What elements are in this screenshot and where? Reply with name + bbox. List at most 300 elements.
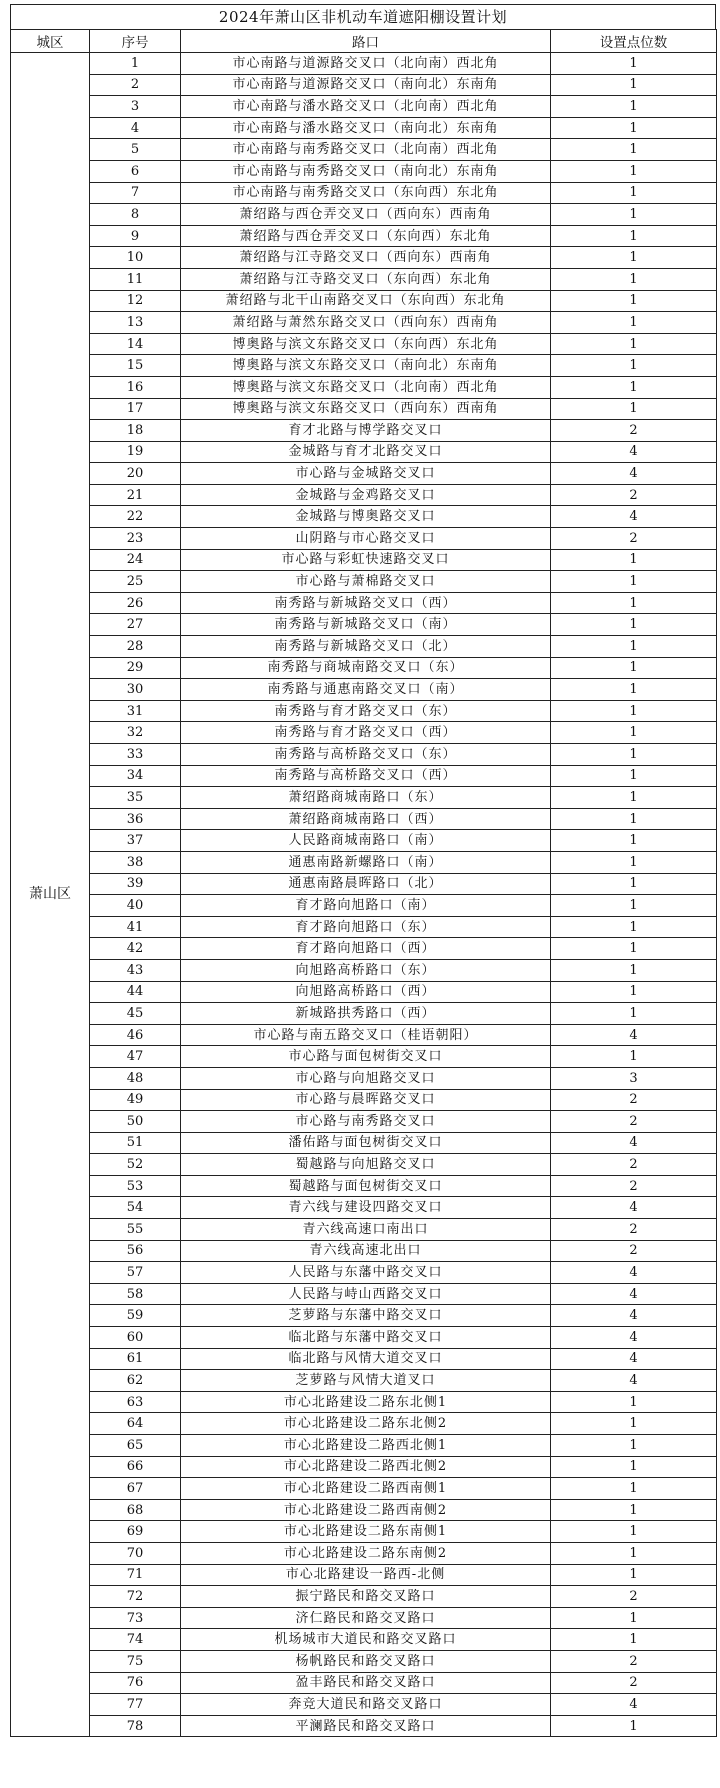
row-number-cell: 45 — [90, 1003, 181, 1025]
table-row — [11, 484, 717, 506]
road-cell: 市心南路与道源路交叉口（北向南）西北角 — [181, 53, 551, 75]
row-number-cell: 76 — [90, 1672, 181, 1694]
table-row — [11, 139, 717, 161]
count-cell: 1 — [551, 1046, 717, 1068]
road-cell: 山阴路与市心路交叉口 — [181, 528, 551, 550]
table-row — [11, 268, 717, 290]
table-row — [11, 1435, 717, 1457]
count-cell: 2 — [551, 528, 717, 550]
row-number-cell: 22 — [90, 506, 181, 528]
road-cell: 市心路与金城路交叉口 — [181, 463, 551, 485]
header-area: 城区 — [11, 30, 90, 53]
road-cell: 市心路与南五路交叉口（桂语朝阳） — [181, 1024, 551, 1046]
road-cell: 市心北路建设二路西北侧1 — [181, 1435, 551, 1457]
road-cell: 南秀路与商城南路交叉口（东） — [181, 657, 551, 679]
count-cell: 1 — [551, 1607, 717, 1629]
row-number-cell: 63 — [90, 1391, 181, 1413]
road-cell: 南秀路与通惠南路交叉口（南） — [181, 679, 551, 701]
table-row — [11, 571, 717, 593]
page-title: 2024年萧山区非机动车道遮阳棚设置计划 — [10, 4, 716, 29]
row-number-cell: 32 — [90, 722, 181, 744]
row-number-cell: 9 — [90, 225, 181, 247]
table-row — [11, 1175, 717, 1197]
road-cell: 青六线高速口南出口 — [181, 1219, 551, 1241]
count-cell: 1 — [551, 333, 717, 355]
road-cell: 市心北路建设二路东南侧2 — [181, 1542, 551, 1564]
row-number-cell: 15 — [90, 355, 181, 377]
plan-table — [10, 29, 717, 1737]
table-row — [11, 398, 717, 420]
road-cell: 市心北路建设一路西-北侧 — [181, 1564, 551, 1586]
row-number-cell: 4 — [90, 117, 181, 139]
count-cell: 1 — [551, 355, 717, 377]
table-row — [11, 1089, 717, 1111]
road-cell: 平澜路民和路交叉路口 — [181, 1715, 551, 1737]
count-cell: 1 — [551, 376, 717, 398]
table-row — [11, 1521, 717, 1543]
road-cell: 芝萝路与东藩中路交叉口 — [181, 1305, 551, 1327]
count-cell: 1 — [551, 1435, 717, 1457]
row-number-cell: 47 — [90, 1046, 181, 1068]
road-cell: 通惠南路新螺路口（南） — [181, 851, 551, 873]
count-cell: 2 — [551, 1219, 717, 1241]
row-number-cell: 72 — [90, 1586, 181, 1608]
count-cell: 1 — [551, 959, 717, 981]
count-cell: 4 — [551, 1262, 717, 1284]
count-cell: 1 — [551, 1413, 717, 1435]
road-cell: 市心北路建设二路西南侧1 — [181, 1478, 551, 1500]
road-cell: 南秀路与新城路交叉口（西） — [181, 592, 551, 614]
row-number-cell: 46 — [90, 1024, 181, 1046]
count-cell: 2 — [551, 1672, 717, 1694]
count-cell: 1 — [551, 1003, 717, 1025]
table-row — [11, 1694, 717, 1716]
row-number-cell: 34 — [90, 765, 181, 787]
row-number-cell: 30 — [90, 679, 181, 701]
road-cell: 盈丰路民和路交叉路口 — [181, 1672, 551, 1694]
row-number-cell: 58 — [90, 1283, 181, 1305]
table-row — [11, 441, 717, 463]
row-number-cell: 67 — [90, 1478, 181, 1500]
count-cell: 1 — [551, 1542, 717, 1564]
row-number-cell: 78 — [90, 1715, 181, 1737]
road-cell: 潘佑路与面包树街交叉口 — [181, 1132, 551, 1154]
row-number-cell: 52 — [90, 1154, 181, 1176]
road-cell: 奔竞大道民和路交叉路口 — [181, 1694, 551, 1716]
table-row — [11, 1499, 717, 1521]
count-cell: 1 — [551, 636, 717, 658]
count-cell: 1 — [551, 722, 717, 744]
road-cell: 育才北路与博学路交叉口 — [181, 420, 551, 442]
road-cell: 市心南路与道源路交叉口（南向北）东南角 — [181, 74, 551, 96]
row-number-cell: 54 — [90, 1197, 181, 1219]
road-cell: 振宁路民和路交叉路口 — [181, 1586, 551, 1608]
table-row — [11, 1240, 717, 1262]
road-cell: 萧绍路与西仓弄交叉口（西向东）西南角 — [181, 204, 551, 226]
road-cell: 博奥路与滨文东路交叉口（南向北）东南角 — [181, 355, 551, 377]
count-cell: 1 — [551, 614, 717, 636]
count-cell: 1 — [551, 312, 717, 334]
count-cell: 1 — [551, 96, 717, 118]
count-cell: 1 — [551, 268, 717, 290]
table-row — [11, 74, 717, 96]
row-number-cell: 33 — [90, 744, 181, 766]
area-cell: 萧山区 — [11, 53, 90, 1737]
table-row — [11, 463, 717, 485]
row-number-cell: 20 — [90, 463, 181, 485]
table-row — [11, 851, 717, 873]
count-cell: 1 — [551, 1499, 717, 1521]
row-number-cell: 37 — [90, 830, 181, 852]
table-row — [11, 1283, 717, 1305]
row-number-cell: 50 — [90, 1111, 181, 1133]
table-row — [11, 1391, 717, 1413]
road-cell: 通惠南路晨晖路口（北） — [181, 873, 551, 895]
count-cell: 4 — [551, 1348, 717, 1370]
table-row — [11, 204, 717, 226]
table-row — [11, 1564, 717, 1586]
road-cell: 向旭路高桥路口（东） — [181, 959, 551, 981]
row-number-cell: 64 — [90, 1413, 181, 1435]
table-row — [11, 679, 717, 701]
road-cell: 蜀越路与向旭路交叉口 — [181, 1154, 551, 1176]
table-row — [11, 1542, 717, 1564]
count-cell: 1 — [551, 117, 717, 139]
road-cell: 育才路向旭路口（南） — [181, 895, 551, 917]
count-cell: 4 — [551, 506, 717, 528]
table-row — [11, 592, 717, 614]
table-row — [11, 787, 717, 809]
row-number-cell: 55 — [90, 1219, 181, 1241]
table-row — [11, 1219, 717, 1241]
table-row — [11, 1456, 717, 1478]
table-row — [11, 160, 717, 182]
table-row — [11, 247, 717, 269]
count-cell: 1 — [551, 549, 717, 571]
row-number-cell: 8 — [90, 204, 181, 226]
count-cell: 4 — [551, 441, 717, 463]
table-row — [11, 117, 717, 139]
count-cell: 4 — [551, 463, 717, 485]
road-cell: 蜀越路与面包树街交叉口 — [181, 1175, 551, 1197]
header-road: 路口 — [181, 30, 551, 53]
count-cell: 2 — [551, 1111, 717, 1133]
table-row — [11, 1046, 717, 1068]
count-cell: 1 — [551, 700, 717, 722]
road-cell: 萧绍路与江寺路交叉口（东向西）东北角 — [181, 268, 551, 290]
count-cell: 1 — [551, 225, 717, 247]
table-row — [11, 1629, 717, 1651]
road-cell: 萧绍路商城南路口（西） — [181, 808, 551, 830]
row-number-cell: 70 — [90, 1542, 181, 1564]
table-row — [11, 959, 717, 981]
road-cell: 人民路与东藩中路交叉口 — [181, 1262, 551, 1284]
row-number-cell: 25 — [90, 571, 181, 593]
road-cell: 青六线高速北出口 — [181, 1240, 551, 1262]
count-cell: 4 — [551, 1327, 717, 1349]
table-header — [11, 30, 717, 53]
row-number-cell: 42 — [90, 938, 181, 960]
road-cell: 南秀路与新城路交叉口（北） — [181, 636, 551, 658]
row-number-cell: 26 — [90, 592, 181, 614]
road-cell: 市心路与南秀路交叉口 — [181, 1111, 551, 1133]
road-cell: 博奥路与滨文东路交叉口（西向东）西南角 — [181, 398, 551, 420]
row-number-cell: 56 — [90, 1240, 181, 1262]
table-row — [11, 938, 717, 960]
row-number-cell: 28 — [90, 636, 181, 658]
road-cell: 市心北路建设二路东南侧1 — [181, 1521, 551, 1543]
road-cell: 市心路与面包树街交叉口 — [181, 1046, 551, 1068]
road-cell: 临北路与风情大道交叉口 — [181, 1348, 551, 1370]
count-cell: 1 — [551, 1391, 717, 1413]
count-cell: 4 — [551, 1694, 717, 1716]
row-number-cell: 21 — [90, 484, 181, 506]
road-cell: 育才路向旭路口（东） — [181, 916, 551, 938]
road-cell: 市心北路建设二路东北侧2 — [181, 1413, 551, 1435]
table-row — [11, 1650, 717, 1672]
road-cell: 市心南路与南秀路交叉口（南向北）东南角 — [181, 160, 551, 182]
road-cell: 市心北路建设二路西北侧2 — [181, 1456, 551, 1478]
table-row — [11, 1586, 717, 1608]
count-cell: 1 — [551, 1715, 717, 1737]
road-cell: 市心路与向旭路交叉口 — [181, 1067, 551, 1089]
count-cell: 4 — [551, 1197, 717, 1219]
road-cell: 萧绍路与北干山南路交叉口（东向西）东北角 — [181, 290, 551, 312]
table-row — [11, 1370, 717, 1392]
count-cell: 1 — [551, 74, 717, 96]
row-number-cell: 24 — [90, 549, 181, 571]
row-number-cell: 13 — [90, 312, 181, 334]
row-number-cell: 23 — [90, 528, 181, 550]
table-row — [11, 873, 717, 895]
row-number-cell: 71 — [90, 1564, 181, 1586]
count-cell: 1 — [551, 53, 717, 75]
road-cell: 机场城市大道民和路交叉路口 — [181, 1629, 551, 1651]
count-cell: 1 — [551, 160, 717, 182]
table-row — [11, 614, 717, 636]
count-cell: 1 — [551, 873, 717, 895]
row-number-cell: 38 — [90, 851, 181, 873]
count-cell: 1 — [551, 182, 717, 204]
table-row — [11, 549, 717, 571]
table-row — [11, 506, 717, 528]
road-cell: 南秀路与新城路交叉口（南） — [181, 614, 551, 636]
row-number-cell: 68 — [90, 1499, 181, 1521]
count-cell: 1 — [551, 571, 717, 593]
table-row — [11, 182, 717, 204]
count-cell: 4 — [551, 1024, 717, 1046]
table-row — [11, 830, 717, 852]
road-cell: 市心路与晨晖路交叉口 — [181, 1089, 551, 1111]
road-cell: 市心南路与潘水路交叉口（北向南）西北角 — [181, 96, 551, 118]
road-cell: 南秀路与高桥路交叉口（西） — [181, 765, 551, 787]
road-cell: 金城路与博奥路交叉口 — [181, 506, 551, 528]
count-cell: 1 — [551, 290, 717, 312]
table-row — [11, 355, 717, 377]
count-cell: 1 — [551, 851, 717, 873]
road-cell: 南秀路与育才路交叉口（东） — [181, 700, 551, 722]
header-count: 设置点位数 — [551, 30, 717, 53]
count-cell: 1 — [551, 744, 717, 766]
table-row — [11, 1348, 717, 1370]
row-number-cell: 51 — [90, 1132, 181, 1154]
count-cell: 2 — [551, 1586, 717, 1608]
count-cell: 1 — [551, 916, 717, 938]
row-number-cell: 3 — [90, 96, 181, 118]
road-cell: 市心南路与南秀路交叉口（北向南）西北角 — [181, 139, 551, 161]
row-number-cell: 39 — [90, 873, 181, 895]
row-number-cell: 77 — [90, 1694, 181, 1716]
row-number-cell: 66 — [90, 1456, 181, 1478]
count-cell: 2 — [551, 420, 717, 442]
table-row — [11, 808, 717, 830]
row-number-cell: 31 — [90, 700, 181, 722]
count-cell: 1 — [551, 1564, 717, 1586]
count-cell: 3 — [551, 1067, 717, 1089]
count-cell: 1 — [551, 765, 717, 787]
count-cell: 1 — [551, 139, 717, 161]
row-number-cell: 16 — [90, 376, 181, 398]
table-row — [11, 1111, 717, 1133]
row-number-cell: 73 — [90, 1607, 181, 1629]
table-row — [11, 981, 717, 1003]
row-number-cell: 29 — [90, 657, 181, 679]
row-number-cell: 41 — [90, 916, 181, 938]
road-cell: 金城路与金鸡路交叉口 — [181, 484, 551, 506]
road-cell: 新城路拱秀路口（西） — [181, 1003, 551, 1025]
table-row — [11, 636, 717, 658]
row-number-cell: 75 — [90, 1650, 181, 1672]
table-row — [11, 1132, 717, 1154]
count-cell: 1 — [551, 679, 717, 701]
road-cell: 人民路与峙山西路交叉口 — [181, 1283, 551, 1305]
row-number-cell: 48 — [90, 1067, 181, 1089]
row-number-cell: 36 — [90, 808, 181, 830]
table-row — [11, 1672, 717, 1694]
header-row — [11, 30, 717, 53]
table-row — [11, 290, 717, 312]
road-cell: 市心北路建设二路西南侧2 — [181, 1499, 551, 1521]
road-cell: 济仁路民和路交叉路口 — [181, 1607, 551, 1629]
table-row — [11, 333, 717, 355]
road-cell: 市心路与萧棉路交叉口 — [181, 571, 551, 593]
count-cell: 2 — [551, 1650, 717, 1672]
count-cell: 1 — [551, 1521, 717, 1543]
count-cell: 2 — [551, 1154, 717, 1176]
row-number-cell: 14 — [90, 333, 181, 355]
road-cell: 芝萝路与风情大道叉口 — [181, 1370, 551, 1392]
plan-sheet — [10, 4, 716, 1737]
road-cell: 萧绍路与萧然东路交叉口（西向东）西南角 — [181, 312, 551, 334]
count-cell: 4 — [551, 1370, 717, 1392]
road-cell: 南秀路与高桥路交叉口（东） — [181, 744, 551, 766]
count-cell: 1 — [551, 1478, 717, 1500]
table-row — [11, 53, 717, 75]
count-cell: 1 — [551, 895, 717, 917]
row-number-cell: 35 — [90, 787, 181, 809]
table-row — [11, 1607, 717, 1629]
count-cell: 2 — [551, 484, 717, 506]
table-row — [11, 1024, 717, 1046]
road-cell: 人民路商城南路口（南） — [181, 830, 551, 852]
row-number-cell: 12 — [90, 290, 181, 312]
table-row — [11, 1305, 717, 1327]
table-row — [11, 1067, 717, 1089]
road-cell: 杨帆路民和路交叉路口 — [181, 1650, 551, 1672]
count-cell: 1 — [551, 981, 717, 1003]
row-number-cell: 2 — [90, 74, 181, 96]
row-number-cell: 10 — [90, 247, 181, 269]
table-row — [11, 1327, 717, 1349]
count-cell: 4 — [551, 1132, 717, 1154]
row-number-cell: 53 — [90, 1175, 181, 1197]
road-cell: 育才路向旭路口（西） — [181, 938, 551, 960]
table-row — [11, 1197, 717, 1219]
table-row — [11, 1003, 717, 1025]
road-cell: 南秀路与育才路交叉口（西） — [181, 722, 551, 744]
table-row — [11, 528, 717, 550]
header-no: 序号 — [90, 30, 181, 53]
table-row — [11, 916, 717, 938]
row-number-cell: 65 — [90, 1435, 181, 1457]
road-cell: 市心南路与南秀路交叉口（东向西）东北角 — [181, 182, 551, 204]
table-row — [11, 225, 717, 247]
count-cell: 1 — [551, 938, 717, 960]
count-cell: 1 — [551, 398, 717, 420]
road-cell: 市心南路与潘水路交叉口（南向北）东南角 — [181, 117, 551, 139]
count-cell: 1 — [551, 204, 717, 226]
row-number-cell: 43 — [90, 959, 181, 981]
count-cell: 2 — [551, 1089, 717, 1111]
road-cell: 萧绍路与西仓弄交叉口（东向西）东北角 — [181, 225, 551, 247]
count-cell: 1 — [551, 247, 717, 269]
count-cell: 1 — [551, 1456, 717, 1478]
road-cell: 萧绍路商城南路口（东） — [181, 787, 551, 809]
road-cell: 博奥路与滨文东路交叉口（东向西）东北角 — [181, 333, 551, 355]
count-cell: 1 — [551, 808, 717, 830]
row-number-cell: 49 — [90, 1089, 181, 1111]
row-number-cell: 60 — [90, 1327, 181, 1349]
row-number-cell: 59 — [90, 1305, 181, 1327]
row-number-cell: 40 — [90, 895, 181, 917]
count-cell: 2 — [551, 1240, 717, 1262]
table-row — [11, 700, 717, 722]
row-number-cell: 19 — [90, 441, 181, 463]
table-row — [11, 1262, 717, 1284]
road-cell: 临北路与东藩中路交叉口 — [181, 1327, 551, 1349]
table-row — [11, 1413, 717, 1435]
table-row — [11, 744, 717, 766]
count-cell: 1 — [551, 1629, 717, 1651]
road-cell: 博奥路与滨文东路交叉口（北向南）西北角 — [181, 376, 551, 398]
count-cell: 4 — [551, 1283, 717, 1305]
count-cell: 2 — [551, 1175, 717, 1197]
row-number-cell: 27 — [90, 614, 181, 636]
table-row — [11, 1715, 717, 1737]
row-number-cell: 1 — [90, 53, 181, 75]
table-row — [11, 376, 717, 398]
table-row — [11, 722, 717, 744]
row-number-cell: 69 — [90, 1521, 181, 1543]
row-number-cell: 61 — [90, 1348, 181, 1370]
row-number-cell: 11 — [90, 268, 181, 290]
count-cell: 1 — [551, 592, 717, 614]
table-row — [11, 657, 717, 679]
road-cell: 市心北路建设二路东北侧1 — [181, 1391, 551, 1413]
road-cell: 向旭路高桥路口（西） — [181, 981, 551, 1003]
table-row — [11, 1154, 717, 1176]
row-number-cell: 7 — [90, 182, 181, 204]
